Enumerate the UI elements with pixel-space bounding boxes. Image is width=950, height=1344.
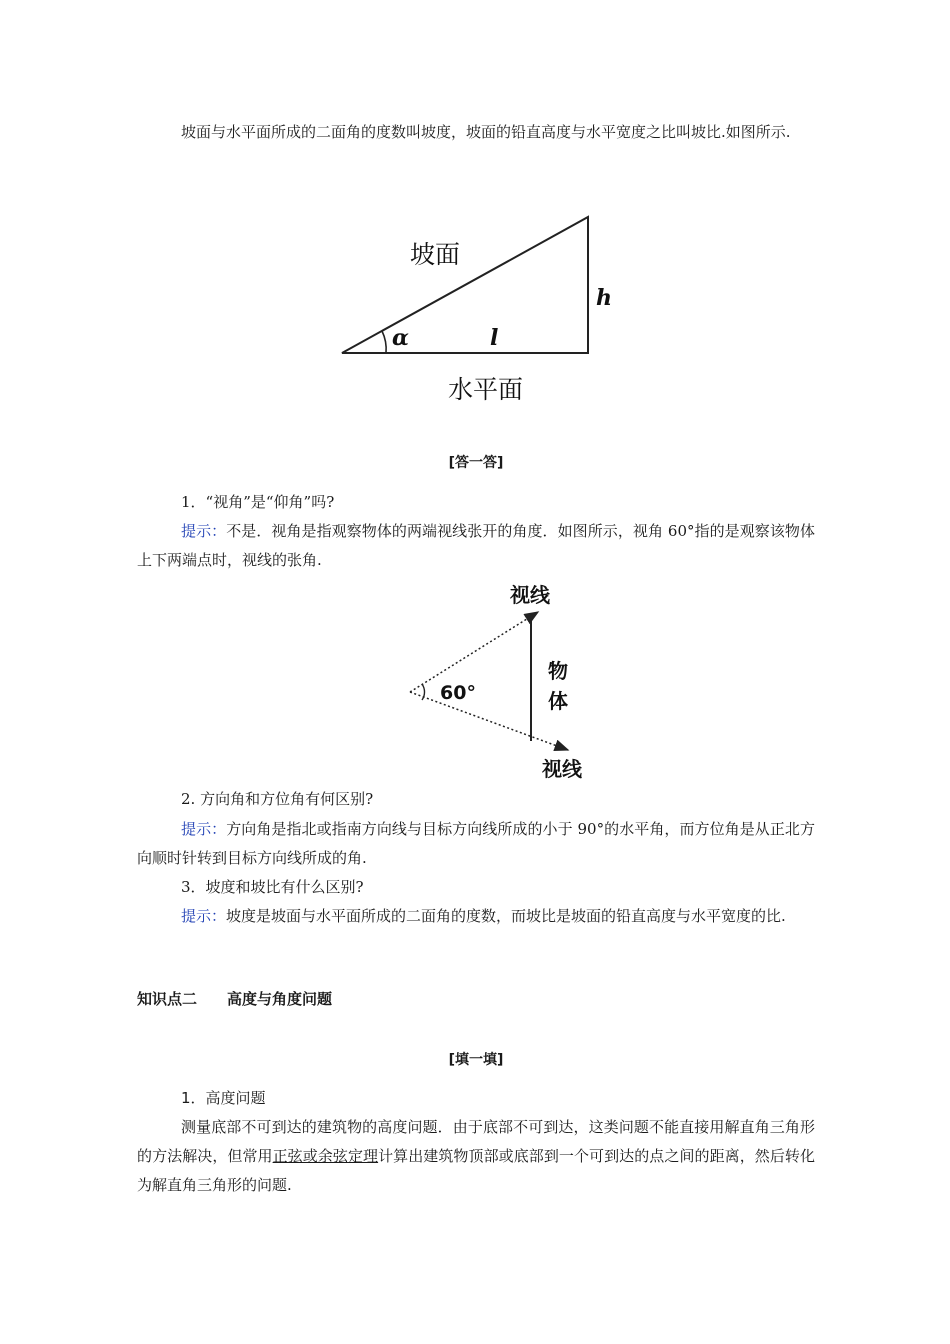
question-3: 3．坡度和坡比有什么区别? — [181, 878, 364, 896]
horizontal-label: 水平面 — [448, 375, 524, 404]
answer-1-text: 不是．视角是指观察物体的两端视线张开的角度．如图所示，视角 60°指的是观察该物体上下两端点时，视线的张角. — [137, 522, 815, 569]
answer-3-text: 坡度是坡面与水平面所成的二面角的度数，而坡比是坡面的铅直高度与水平宽度的比. — [226, 907, 786, 925]
slope-label: 坡面 — [410, 240, 461, 269]
question-2: 2. 方向角和方位角有何区别? — [181, 790, 374, 808]
view-angle-diagram — [400, 578, 600, 783]
top-sight-line — [410, 612, 538, 692]
hint-label: 提示： — [181, 820, 227, 838]
slope-triangle — [342, 217, 588, 353]
slope-diagram — [330, 205, 630, 410]
knowledge-point-title: 高度与角度问题 — [227, 990, 333, 1008]
height-label: h — [596, 285, 612, 311]
object-label-2: 体 — [548, 689, 568, 713]
bottom-sight-label: 视线 — [542, 757, 582, 781]
fill-text-before: 测量底部不可到达的建筑物的高度问题．由于底部不可到达，这类问题不能直接用解直角三角形的方法解决，但常用 — [137, 1118, 815, 1165]
answer-2 — [137, 815, 815, 873]
intro-paragraph: 坡面与水平面所成的二面角的度数叫坡度，坡面的铅直高度与水平宽度之比叫坡比.如图所示. — [181, 123, 791, 141]
fill-answer-underlined: 正弦或余弦定理 — [272, 1147, 379, 1165]
question-1: 1．“视角”是“仰角”吗? — [181, 493, 335, 511]
fill-text-after: 计算出建筑物顶部或底部到一个可到达的点之间的距离，然后转化为解直角三角形的问题. — [137, 1147, 815, 1194]
hint-label: 提示： — [181, 907, 227, 925]
knowledge-point-number: 知识点二 — [137, 990, 198, 1008]
top-sight-label: 视线 — [510, 583, 550, 607]
angle-label: α — [392, 325, 409, 351]
answer-1 — [137, 517, 815, 575]
fill-section-title: [填一填] — [448, 1052, 504, 1068]
knowledge-point-heading — [137, 988, 332, 1009]
qa-section-title: [答一答] — [448, 455, 504, 471]
fill-item-title: 1．高度问题 — [181, 1089, 266, 1107]
fill-paragraph — [137, 1113, 815, 1200]
bottom-sight-line — [410, 692, 568, 750]
length-label: l — [490, 325, 499, 351]
angle-arc — [382, 331, 386, 353]
answer-3 — [137, 902, 815, 931]
object-label-1: 物 — [548, 659, 568, 683]
angle-60-label: 60° — [440, 682, 476, 704]
answer-2-text: 方向角是指北或指南方向线与目标方向线所成的小于 90°的水平角，而方位角是从正北方向顺时针转到目标方向线所成的角. — [137, 820, 815, 867]
hint-label: 提示： — [181, 522, 227, 540]
